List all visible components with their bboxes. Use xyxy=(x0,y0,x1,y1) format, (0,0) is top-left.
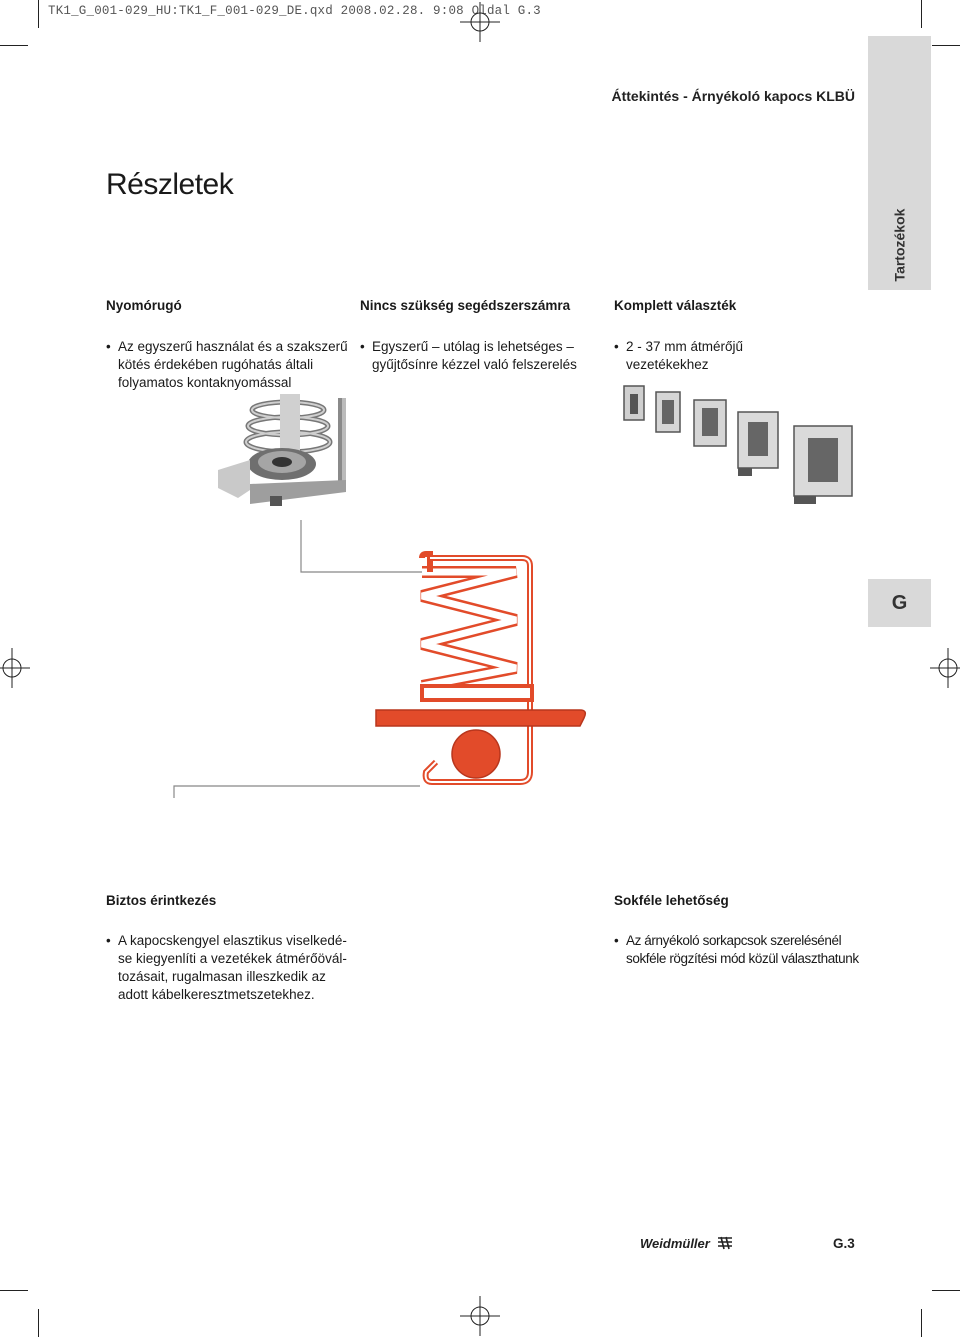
crop-mark xyxy=(38,0,39,28)
section-heading: Biztos érintkezés xyxy=(106,893,217,908)
page-header: Áttekintés - Árnyékoló kapocs KLBÜ xyxy=(611,88,855,104)
registration-mark-icon xyxy=(0,648,30,688)
crop-mark xyxy=(38,1309,39,1337)
section-bullet: • Az egyszerű használat és a szakszerű kötés érdekében rugóhatás általi folyamatos kontaknyomással xyxy=(106,338,378,392)
weidmuller-logo-icon: Weidmüller xyxy=(640,1236,733,1251)
section-heading: Komplett választék xyxy=(614,298,737,313)
registration-mark-icon xyxy=(930,648,960,688)
section-bullet: • Az árnyékoló sorkapcsok szerelésénél sokféle rögzítési mód közül választhatunk xyxy=(614,932,886,968)
chapter-letter: G xyxy=(891,591,908,614)
section-heading: Nincs szükség segédszerszámra xyxy=(360,298,571,313)
spring-clamp-image xyxy=(210,392,355,512)
crop-mark xyxy=(921,1309,922,1337)
file-slug: TK1_G_001-029_HU:TK1_F_001-029_DE.qxd 2008.02.28. 9:08 Oldal G.3 xyxy=(48,4,541,18)
section-heading: Nyomórugó xyxy=(106,298,182,313)
page-title: Részletek xyxy=(106,168,234,201)
page-number: G.3 xyxy=(833,1236,855,1251)
section-tab-label: Tartozékok xyxy=(891,208,908,282)
crop-mark xyxy=(932,45,960,46)
crop-mark xyxy=(932,1290,960,1291)
crop-mark xyxy=(0,45,28,46)
section-bullet: • A kapocskengyel elasztikus viselkedé- se kiegyenlíti a vezetékek átmérőövál- tozásait, rugalmasan illeszkedik az adott kábelkeresztmetszetekhez. xyxy=(106,932,388,1004)
crop-mark xyxy=(0,1290,28,1291)
section-bullet: • 2 - 37 mm átmérőjű vezetékekhez xyxy=(614,338,846,374)
crop-mark xyxy=(921,0,922,28)
clamp-small xyxy=(624,386,644,420)
clamp-schematic-diagram xyxy=(160,520,590,810)
section-bullet: • Egyszerű – utólag is lehetséges – gyűjtősínre kézzel való felszerelés xyxy=(360,338,612,374)
chapter-tab xyxy=(868,579,931,627)
registration-mark-icon xyxy=(460,2,500,42)
registration-mark-icon xyxy=(460,1296,500,1336)
clamp-range-image xyxy=(618,382,863,512)
section-heading: Sokféle lehetőség xyxy=(614,893,729,908)
